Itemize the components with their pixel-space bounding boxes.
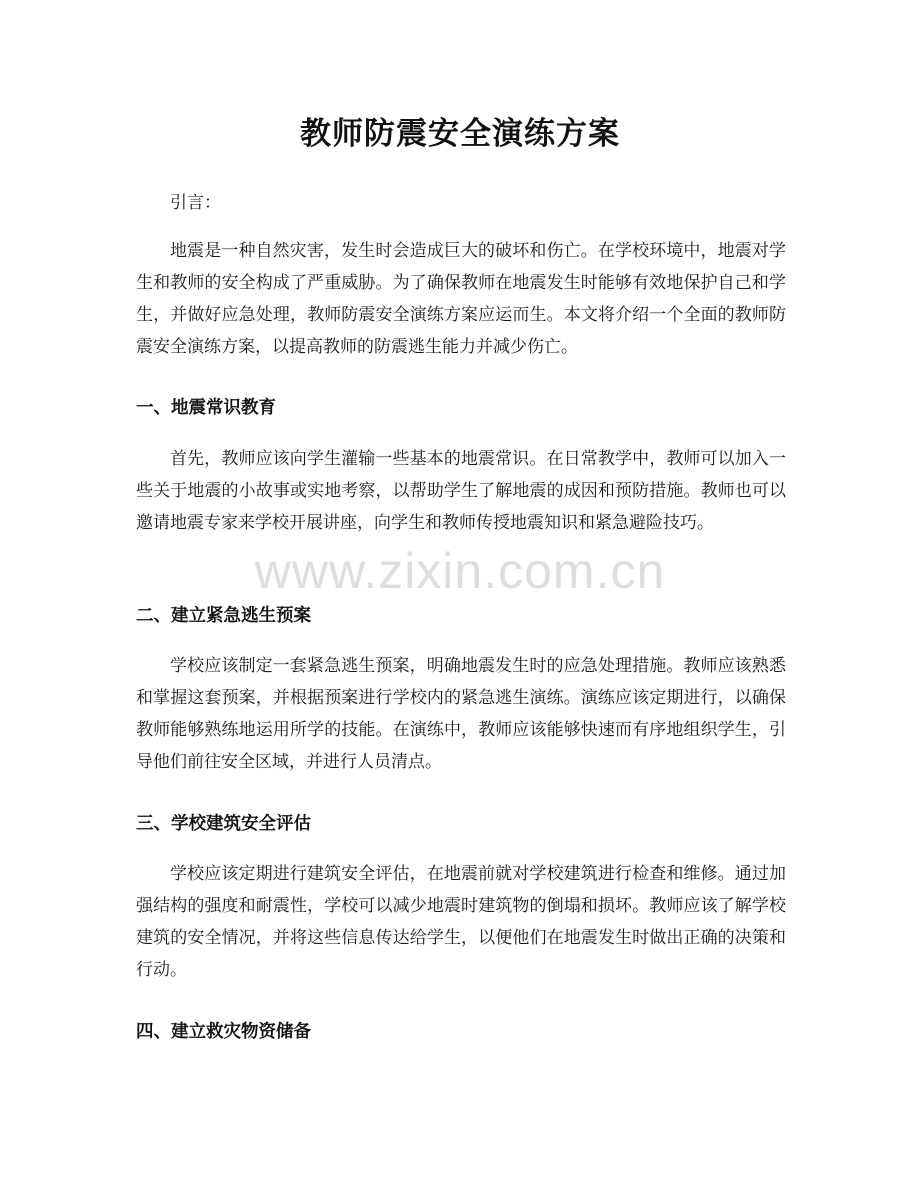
- section-heading-1: 一、地震常识教育: [136, 398, 276, 418]
- section-body-2: 学校应该制定一套紧急逃生预案，明确地震发生时的应急处理措施。教师应该熟悉和掌握这套预案，并根据预案进行学校内的紧急逃生演练。演练应该定期进行，以确保教师能够熟练地运用所学的技能。在演练中，教师应该能够快速而有序地组织学生，引导他们前往安全区域，并进行人员清点。: [136, 656, 786, 772]
- watermark: www.zixin.com.cn: [254, 543, 666, 599]
- section-heading-3: 三、学校建筑安全评估: [136, 814, 311, 834]
- intro-label: 引言：: [170, 193, 221, 213]
- section-body-1: 首先，教师应该向学生灌输一些基本的地震常识。在日常教学中，教师可以加入一些关于地震的小故事或实地考察，以帮助学生了解地震的成因和预防措施。教师也可以邀请地震专家来学校开展讲座，向学生和教师传授地震知识和紧急避险技巧。: [136, 449, 786, 533]
- document-title: 教师防震安全演练方案: [300, 116, 620, 152]
- section-heading-2: 二、建立紧急逃生预案: [136, 606, 311, 626]
- section-body-3: 学校应该定期进行建筑安全评估，在地震前就对学校建筑进行检查和维修。通过加强结构的强度和耐震性，学校可以减少地震时建筑物的倒塌和损坏。教师应该了解学校建筑的安全情况，并将这些信息传达给学生，以便他们在地震发生时做出正确的决策和行动。: [136, 864, 786, 980]
- intro-paragraph: 地震是一种自然灾害，发生时会造成巨大的破坏和伤亡。在学校环境中，地震对学生和教师的安全构成了严重威胁。为了确保教师在地震发生时能够有效地保护自己和学生，并做好应急处理，教师防震安全演练方案应运而生。本文将介绍一个全面的教师防震安全演练方案，以提高教师的防震逃生能力并减少伤亡。: [136, 241, 786, 357]
- section-heading-4: 四、建立救灾物资储备: [136, 1022, 311, 1042]
